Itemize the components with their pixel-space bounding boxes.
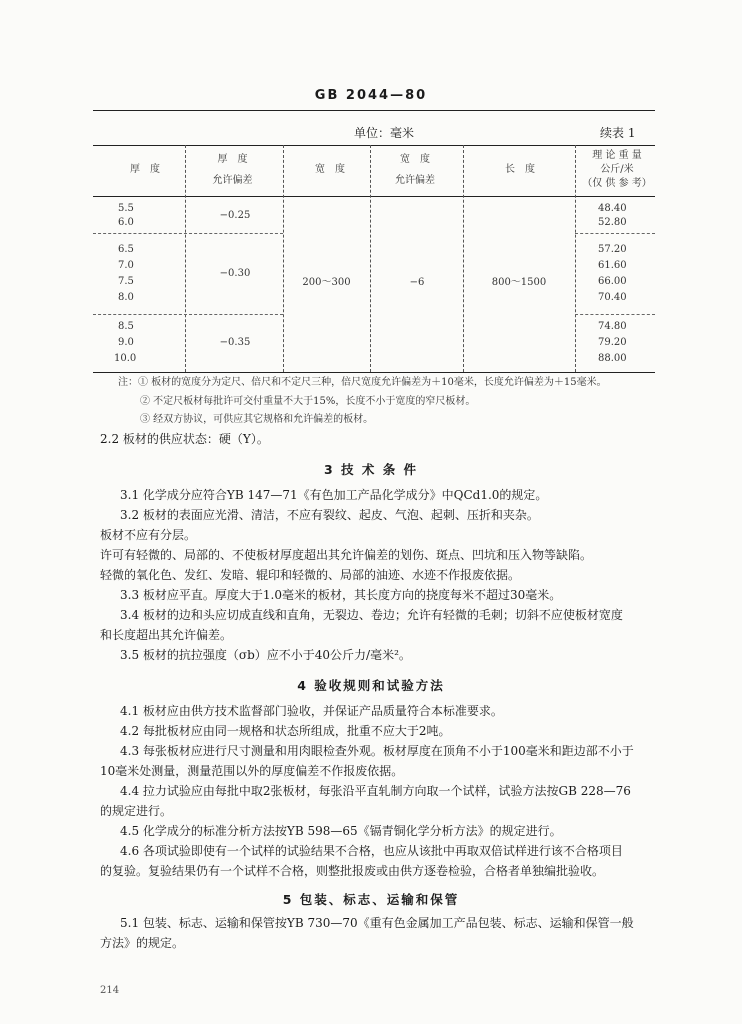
paragraph-4-3-cont: 10毫米处测量，测量范围以外的厚度偏差不作报废依据。 xyxy=(100,764,404,778)
thickness-cell: 5.5 xyxy=(118,203,134,214)
paragraph-3-4: 3.4 板材的边和头应切成直线和直角，无裂边、卷边；允许有轻微的毛刺；切斜不应使板材宽度 xyxy=(120,608,623,622)
weight-cell: 52.80 xyxy=(598,217,627,228)
thickness-cell: 9.0 xyxy=(118,337,134,348)
divider xyxy=(370,145,371,372)
group-separator xyxy=(93,233,283,234)
paragraph-3-4-cont: 和长度超出其允许偏差。 xyxy=(100,628,233,642)
table-note-2: ② 不定尺板材每批许可交付重量不大于15%，长度不小于宽度的窄尺板材。 xyxy=(140,396,476,407)
thickness-cell: 7.5 xyxy=(118,276,134,287)
paragraph-5-1: 5.1 包装、标志、运输和保管按YB 730—70《重有色金属加工产品包装、标志、运输和保管一般 xyxy=(120,916,634,930)
col-width-tol-line1: 宽 度 xyxy=(400,154,430,165)
table-top-rule xyxy=(93,145,655,146)
paragraph-3-2: 3.2 板材的表面应光滑、清洁，不应有裂纹、起皮、气泡、起刺、压折和夹杂。 xyxy=(120,508,539,522)
paragraph-2-2: 2.2 板材的供应状态：硬（Y）。 xyxy=(100,432,269,446)
weight-cell: 57.20 xyxy=(598,244,627,255)
section-4-heading: 4 验收规则和试验方法 xyxy=(297,678,445,693)
table-number: 续表 1 xyxy=(600,126,636,140)
paragraph-3-2-cont: 板材不应有分层。 xyxy=(100,528,197,542)
weight-cell: 48.40 xyxy=(598,203,627,214)
paragraph-3-2-cont: 许可有轻微的、局部的、不使板材厚度超出其允许偏差的划伤、斑点、凹坑和压入物等缺陷。 xyxy=(100,548,593,562)
paragraph-4-6: 4.6 各项试验即使有一个试样的试验结果不合格，也应从该批中再取双倍试样进行该不合格项目 xyxy=(120,844,623,858)
paragraph-3-2-cont: 轻微的氧化色、发红、发暗、辊印和轻微的、局部的油迹、水迹不作报废依据。 xyxy=(100,568,521,582)
divider xyxy=(463,145,464,372)
col-thickness: 厚 度 xyxy=(130,164,160,175)
paragraph-4-4: 4.4 拉力试验应由每批中取2张板材，每张沿平直轧制方向取一个试样，试验方法按GB 228—76 xyxy=(120,784,631,798)
weight-cell: 61.60 xyxy=(598,260,627,271)
thickness-cell: 8.5 xyxy=(118,321,134,332)
weight-cell: 88.00 xyxy=(598,353,627,364)
divider xyxy=(575,145,576,372)
col-width-tol-line2: 允许偏差 xyxy=(395,175,435,186)
length-range: 800～1500 xyxy=(491,277,547,288)
standard-number: GB 2044—80 xyxy=(314,88,428,103)
paragraph-4-4-cont: 的规定进行。 xyxy=(100,804,173,818)
table-note-1: 注：① 板材的宽度分为定尺、倍尺和不定尺三种，倍尺宽度允许偏差为＋10毫米，长度允许偏差为＋15毫米。 xyxy=(118,377,607,388)
weight-cell: 70.40 xyxy=(598,292,627,303)
thickness-tolerance: −0.25 xyxy=(219,210,251,221)
page-number: 214 xyxy=(100,985,120,996)
paragraph-4-5: 4.5 化学成分的标准分析方法按YB 598—65《镉青铜化学分析方法》的规定进行。 xyxy=(120,824,562,838)
width-range: 200～300 xyxy=(302,277,351,288)
group-separator xyxy=(93,314,283,315)
thickness-cell: 6.0 xyxy=(118,217,134,228)
table-bottom-rule xyxy=(93,372,655,373)
weight-cell: 74.80 xyxy=(598,321,627,332)
thickness-tolerance: −0.35 xyxy=(219,337,251,348)
width-tolerance: −6 xyxy=(409,277,425,288)
section-5-heading: 5 包装、标志、运输和保管 xyxy=(282,892,460,907)
col-thickness-tol-line1: 厚 度 xyxy=(217,154,248,165)
paragraph-4-6-cont: 的复验。复验结果仍有一个试样不合格，则整批报废或由供方逐卷检验，合格者单独编批验收。 xyxy=(100,864,605,878)
table-header-rule xyxy=(93,196,655,197)
group-separator xyxy=(575,233,655,234)
paragraph-3-5: 3.5 板材的抗拉强度（σb）应不小于40公斤力/毫米²。 xyxy=(120,648,411,662)
thickness-cell: 8.0 xyxy=(118,292,134,303)
paragraph-4-3: 4.3 每张板材应进行尺寸测量和用肉眼检查外观。板材厚度在顶角不小于100毫米和距边部不小于 xyxy=(120,744,634,758)
col-thickness-tol-line2: 允许偏差 xyxy=(212,175,253,186)
thickness-cell: 6.5 xyxy=(118,244,134,255)
unit-label: 单位：毫米 xyxy=(354,126,415,140)
col-ref-weight-line2: 公斤/米 xyxy=(600,164,634,175)
col-ref-weight-line3: （仅 供 参 考） xyxy=(582,178,652,189)
weight-cell: 66.00 xyxy=(598,276,627,287)
thickness-cell: 7.0 xyxy=(118,260,134,271)
table-note-3: ③ 经双方协议，可供应其它规格和允许偏差的板材。 xyxy=(140,414,374,425)
col-width: 宽 度 xyxy=(315,164,345,175)
paragraph-4-1: 4.1 板材应由供方技术监督部门验收，并保证产品质量符合本标准要求。 xyxy=(120,704,503,718)
divider xyxy=(185,145,186,372)
thickness-cell: 10.0 xyxy=(114,353,137,364)
group-separator xyxy=(575,314,655,315)
thickness-tolerance: −0.30 xyxy=(219,268,251,279)
col-length: 长 度 xyxy=(505,164,535,175)
paragraph-3-3: 3.3 板材应平直。厚度大于1.0毫米的板材，其长度方向的挠度每米不超过30毫米。 xyxy=(120,588,562,602)
paragraph-5-1-cont: 方法》的规定。 xyxy=(100,936,185,950)
weight-cell: 79.20 xyxy=(598,337,627,348)
paragraph-3-1: 3.1 化学成分应符合YB 147—71《有色加工产品化学成分》中QCd1.0的规定。 xyxy=(120,488,548,502)
paragraph-4-2: 4.2 每批板材应由同一规格和状态所组成，批重不应大于2吨。 xyxy=(120,724,451,738)
col-ref-weight-line1: 理 论 重 量 xyxy=(592,150,642,161)
header-rule xyxy=(93,110,655,111)
section-3-heading: 3 技 术 条 件 xyxy=(323,462,419,477)
divider xyxy=(283,145,284,372)
